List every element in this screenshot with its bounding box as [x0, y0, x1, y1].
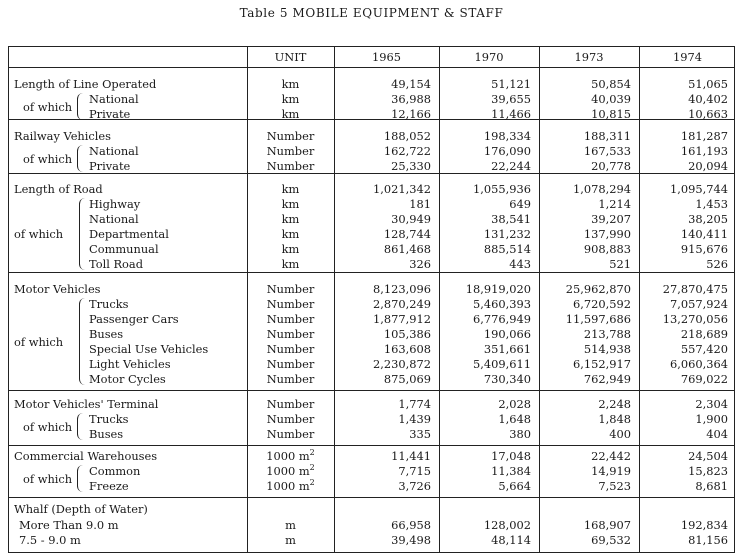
value-cell: 1,078,294	[573, 182, 631, 196]
table-row-label: Highway	[89, 197, 141, 211]
value-cell: 769,022	[680, 372, 728, 386]
unit-text: Number	[266, 357, 315, 371]
row-divider	[9, 67, 734, 68]
unit-text: Number	[266, 129, 315, 143]
value-cell: 5,409,611	[473, 357, 531, 371]
unit-cell	[247, 342, 334, 356]
value-cell: 50,854	[591, 77, 631, 91]
value-cell: 167,533	[583, 144, 631, 158]
unit-cell	[247, 182, 334, 196]
value-cell: 11,384	[491, 464, 531, 478]
unit-cell	[247, 327, 334, 341]
value-cell: 443	[509, 257, 531, 271]
row-divider	[9, 445, 734, 446]
row-divider	[9, 173, 734, 174]
unit-text: km	[281, 257, 300, 271]
unit-text: km	[281, 77, 300, 91]
table-row-label: Motor Cycles	[89, 372, 166, 386]
value-cell: 25,962,870	[565, 282, 631, 296]
value-cell: 105,386	[383, 327, 431, 341]
value-cell: 1,214	[598, 197, 631, 211]
value-cell: 18,919,020	[465, 282, 531, 296]
value-cell: 2,028	[498, 397, 531, 411]
value-cell: 6,152,917	[573, 357, 631, 371]
value-cell: 885,514	[483, 242, 531, 256]
table-row-label: National	[89, 144, 139, 158]
unit-cell	[247, 227, 334, 241]
value-cell: 1,453	[695, 197, 728, 211]
data-table	[8, 46, 735, 553]
value-cell: 163,608	[383, 342, 431, 356]
unit-text: 1000 m	[266, 449, 310, 463]
unit-cell	[247, 464, 334, 478]
unit-text: 1000 m	[266, 464, 310, 478]
value-cell: 11,466	[491, 107, 531, 121]
value-cell: 198,334	[483, 129, 531, 143]
value-cell: 10,663	[688, 107, 728, 121]
unit-cell	[247, 197, 334, 211]
value-cell: 38,541	[491, 212, 531, 226]
table-row-label: Whalf (Depth of Water)	[14, 502, 148, 516]
row-divider	[9, 497, 734, 498]
value-cell: 81,156	[688, 533, 728, 547]
unit-text: km	[281, 242, 300, 256]
value-cell: 3,726	[398, 479, 431, 493]
value-cell: 40,402	[688, 92, 728, 106]
value-cell: 188,052	[383, 129, 431, 143]
value-cell: 13,270,056	[662, 312, 728, 326]
value-cell: 49,154	[391, 77, 431, 91]
unit-text: Number	[266, 412, 315, 426]
value-cell: 40,039	[591, 92, 631, 106]
value-cell: 12,166	[391, 107, 431, 121]
value-cell: 39,498	[391, 533, 431, 547]
value-cell: 875,069	[383, 372, 431, 386]
value-cell: 20,778	[591, 159, 631, 173]
unit-cell	[247, 242, 334, 256]
unit-cell	[247, 107, 334, 121]
value-cell: 20,094	[688, 159, 728, 173]
value-cell: 39,207	[591, 212, 631, 226]
value-cell: 1,900	[695, 412, 728, 426]
value-cell: 190,066	[483, 327, 531, 341]
value-cell: 908,883	[583, 242, 631, 256]
value-cell: 131,232	[483, 227, 531, 241]
value-cell: 140,411	[680, 227, 728, 241]
unit-text: Number	[266, 282, 315, 296]
unit-cell	[247, 357, 334, 371]
value-cell: 181,287	[680, 129, 728, 143]
column-header: 1970	[474, 50, 504, 64]
unit-text: km	[281, 212, 300, 226]
unit-text: 1000 m	[266, 479, 310, 493]
value-cell: 30,949	[391, 212, 431, 226]
of-which-label: of which	[23, 99, 73, 114]
value-cell: 2,304	[695, 397, 728, 411]
unit-text: km	[281, 197, 300, 211]
value-cell: 22,244	[491, 159, 531, 173]
unit-text: Number	[266, 159, 315, 173]
table-row-label: Freeze	[89, 479, 129, 493]
unit-cell	[247, 92, 334, 106]
table-row-label: 7.5 - 9.0 m	[19, 533, 81, 547]
unit-cell	[247, 159, 334, 173]
value-cell: 1,095,744	[670, 182, 728, 196]
column-header: 1974	[673, 50, 702, 64]
value-cell: 137,990	[583, 227, 631, 241]
table-row-label: Motor Vehicles	[14, 282, 101, 296]
table-row-label: Buses	[89, 427, 124, 441]
table-row-label: Trucks	[89, 412, 129, 426]
value-cell: 380	[509, 427, 531, 441]
brace	[77, 413, 83, 440]
of-which-label: of which	[14, 334, 64, 349]
table-row-label: Trucks	[89, 297, 129, 311]
value-cell: 218,689	[680, 327, 728, 341]
value-cell: 69,532	[591, 533, 631, 547]
row-divider	[9, 272, 734, 273]
table-row-label: Passenger Cars	[89, 312, 179, 326]
table-row-label: More Than 9.0 m	[19, 518, 119, 532]
value-cell: 5,664	[498, 479, 531, 493]
of-which-label: of which	[14, 227, 64, 241]
value-cell: 128,744	[383, 227, 431, 241]
table-row-label: Motor Vehicles' Terminal	[14, 397, 159, 411]
brace	[77, 465, 83, 492]
of-which-label: of which	[23, 471, 73, 486]
value-cell: 8,681	[695, 479, 728, 493]
of-which-label: of which	[23, 151, 73, 166]
value-cell: 27,870,475	[662, 282, 728, 296]
superscript-2: 2	[309, 463, 315, 473]
unit-cell	[247, 372, 334, 386]
table-row-label: Railway Vehicles	[14, 129, 112, 143]
value-cell: 11,597,686	[565, 312, 631, 326]
value-cell: 351,661	[483, 342, 531, 356]
table-row-label: Private	[89, 107, 131, 121]
column-header: 1973	[574, 50, 604, 64]
value-cell: 2,248	[598, 397, 631, 411]
value-cell: 51,065	[688, 77, 728, 91]
table-row-label: Special Use Vehicles	[89, 342, 209, 356]
unit-text: Number	[266, 342, 315, 356]
value-cell: 2,870,249	[373, 297, 431, 311]
value-cell: 192,834	[680, 518, 728, 532]
value-cell: 24,504	[688, 449, 728, 463]
value-cell: 176,090	[483, 144, 531, 158]
table-row-label: Toll Road	[89, 257, 143, 271]
value-cell: 128,002	[483, 518, 531, 532]
value-cell: 66,958	[391, 518, 431, 532]
value-cell: 1,021,342	[373, 182, 431, 196]
value-cell: 22,442	[591, 449, 631, 463]
unit-cell	[247, 77, 334, 91]
value-cell: 51,121	[491, 77, 531, 91]
value-cell: 213,788	[583, 327, 631, 341]
value-cell: 161,193	[680, 144, 728, 158]
value-cell: 7,523	[598, 479, 631, 493]
value-cell: 1,877,912	[373, 312, 431, 326]
unit-text: km	[281, 92, 300, 106]
unit-cell	[247, 212, 334, 226]
value-cell: 181	[409, 197, 431, 211]
value-cell: 335	[409, 427, 431, 441]
unit-cell	[247, 479, 334, 493]
value-cell: 162,722	[383, 144, 431, 158]
table-row-label: Departmental	[89, 227, 169, 241]
unit-text: Number	[266, 312, 315, 326]
value-cell: 730,340	[483, 372, 531, 386]
table-row-label: Length of Road	[14, 182, 103, 196]
unit-text: km	[281, 107, 300, 121]
unit-text: Number	[266, 397, 315, 411]
value-cell: 38,205	[688, 212, 728, 226]
table-title: Table 5 MOBILE EQUIPMENT & STAFF	[239, 6, 504, 20]
value-cell: 1,439	[398, 412, 431, 426]
value-cell: 404	[706, 427, 728, 441]
unit-cell	[247, 144, 334, 158]
of-which-label: of which	[23, 419, 73, 434]
value-cell: 400	[609, 427, 631, 441]
table-row-label: Communual	[89, 242, 159, 256]
value-cell: 6,060,364	[670, 357, 728, 371]
unit-cell	[247, 533, 334, 547]
unit-text: m	[285, 518, 296, 532]
value-cell: 6,776,949	[473, 312, 531, 326]
value-cell: 5,460,393	[473, 297, 531, 311]
value-cell: 514,938	[583, 342, 631, 356]
value-cell: 1,055,936	[473, 182, 531, 196]
brace	[79, 198, 85, 270]
row-divider	[9, 390, 734, 391]
unit-cell	[247, 297, 334, 311]
unit-text: m	[285, 533, 296, 547]
unit-text: Number	[266, 297, 315, 311]
value-cell: 17,048	[491, 449, 531, 463]
superscript-2: 2	[309, 448, 315, 458]
table-row-label: National	[89, 92, 139, 106]
value-cell: 36,988	[391, 92, 431, 106]
value-cell: 6,720,592	[573, 297, 631, 311]
value-cell: 762,949	[583, 372, 631, 386]
unit-cell	[247, 282, 334, 296]
brace	[77, 93, 83, 120]
value-cell: 649	[509, 197, 531, 211]
value-cell: 1,774	[398, 397, 431, 411]
value-cell: 14,919	[591, 464, 631, 478]
value-cell: 915,676	[680, 242, 728, 256]
value-cell: 1,848	[598, 412, 631, 426]
value-cell: 25,330	[391, 159, 431, 173]
unit-text: Number	[266, 327, 315, 341]
value-cell: 7,715	[398, 464, 431, 478]
table-row-label: Buses	[89, 327, 124, 341]
unit-cell	[247, 427, 334, 441]
value-cell: 8,123,096	[373, 282, 431, 296]
value-cell: 526	[706, 257, 728, 271]
value-cell: 188,311	[583, 129, 631, 143]
unit-text: Number	[266, 144, 315, 158]
brace	[79, 298, 85, 385]
unit-text: km	[281, 182, 300, 196]
value-cell: 1,648	[498, 412, 531, 426]
table-row-label: Light Vehicles	[89, 357, 171, 371]
brace	[77, 145, 83, 172]
value-cell: 11,441	[391, 449, 431, 463]
table-row-label: National	[89, 212, 139, 226]
superscript-2: 2	[309, 478, 315, 488]
value-cell: 861,468	[383, 242, 431, 256]
value-cell: 15,823	[688, 464, 728, 478]
unit-cell	[247, 449, 334, 463]
value-cell: 326	[409, 257, 431, 271]
unit-text: Number	[266, 372, 315, 386]
unit-cell	[247, 312, 334, 326]
unit-cell	[247, 257, 334, 271]
unit-cell	[247, 412, 334, 426]
value-cell: 168,907	[583, 518, 631, 532]
table-row-label: Commercial Warehouses	[14, 449, 158, 463]
unit-cell	[247, 129, 334, 143]
table-row-label: Private	[89, 159, 131, 173]
column-header: UNIT	[274, 50, 307, 64]
column-header: 1965	[372, 50, 401, 64]
unit-text: km	[281, 227, 300, 241]
value-cell: 48,114	[491, 533, 531, 547]
table-row-label: Length of Line Operated	[14, 77, 157, 91]
value-cell: 2,230,872	[373, 357, 431, 371]
unit-cell	[247, 397, 334, 411]
table-row-label: Common	[89, 464, 141, 478]
unit-text: Number	[266, 427, 315, 441]
value-cell: 39,655	[491, 92, 531, 106]
value-cell: 557,420	[680, 342, 728, 356]
value-cell: 10,815	[591, 107, 631, 121]
unit-cell	[247, 518, 334, 532]
value-cell: 521	[609, 257, 631, 271]
value-cell: 7,057,924	[670, 297, 728, 311]
